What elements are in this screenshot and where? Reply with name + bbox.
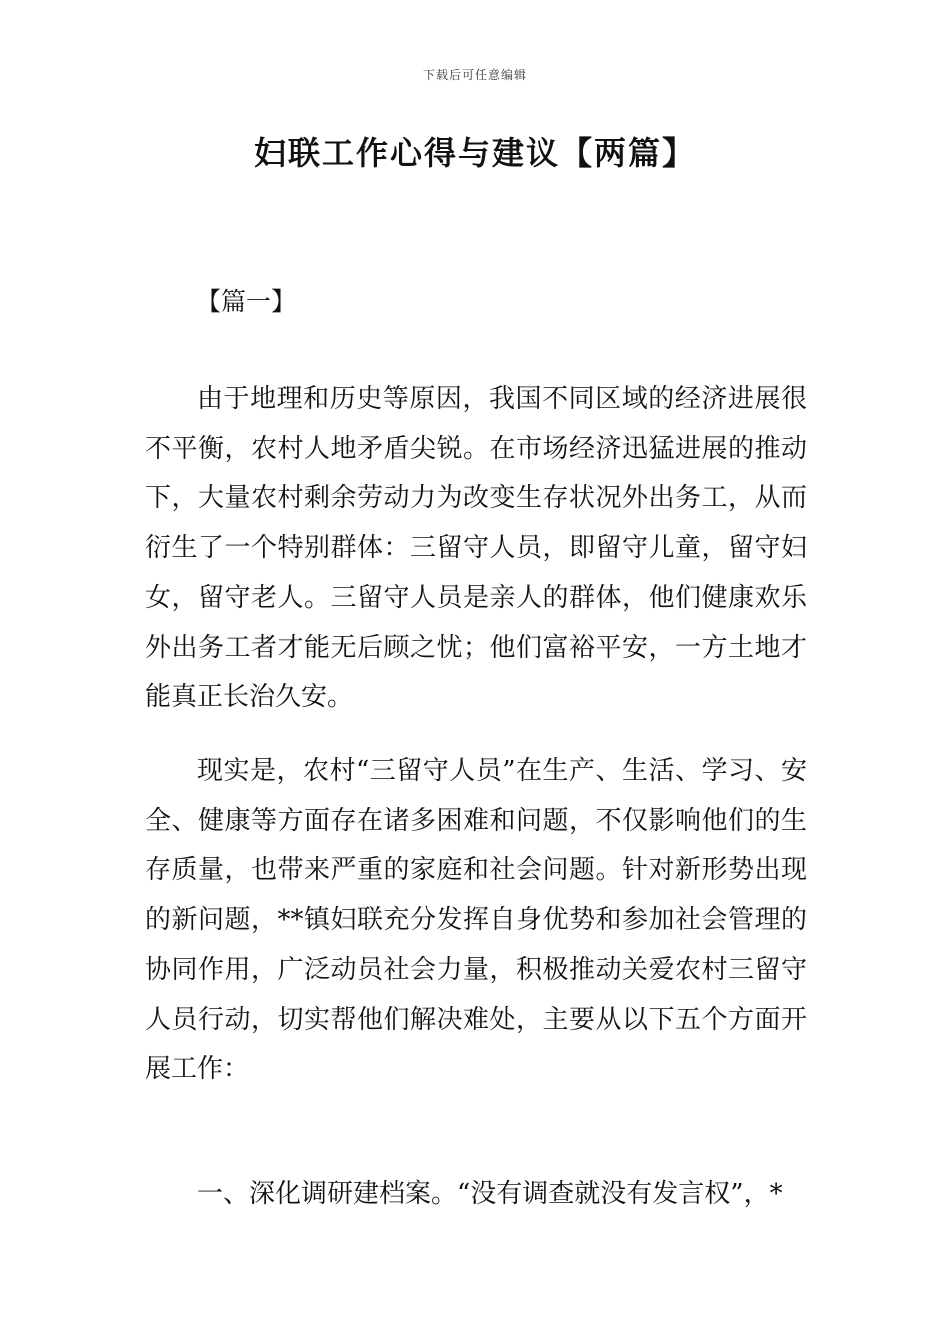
document-title: 妇联工作心得与建议【两篇】 [253,134,696,172]
section-label: 【篇一】 [196,287,297,316]
header-note: 下载后可任意编辑 [422,68,527,82]
paragraph-2: 现实是，农村“三留守人员”在生产、生活、学习、安全、健康等方面存在诸多困难和问题，不仅影响他们的生存质量，也带来严重的家庭和社会问题。针对新形势出现的新问题，**镇妇联充分发挥自身优势和参加社会管理的协同作用，广泛动员社会力量，积极推动关爱农村三留守人员行动，切实帮他们解决难处，主要从以下五个方面开展工作： [145,756,807,1085]
paragraph-3: 一、深化调研建档案。“没有调查就没有发言权”，* [197,1179,783,1209]
paragraph-1: 由于地理和历史等原因，我国不同区域的经济进展很不平衡，农村人地矛盾尖锐。在市场经济迅猛进展的推动下，大量农村剩余劳动力为改变生存状况外出务工，从而衍生了一个特别群体：三留守人员，即留守儿童，留守妇女，留守老人。三留守人员是亲人的群体，他们健康欢乐外出务工者才能无后顾之忧；他们富裕平安，一方土地才能真正长治久安。 [145,384,807,713]
